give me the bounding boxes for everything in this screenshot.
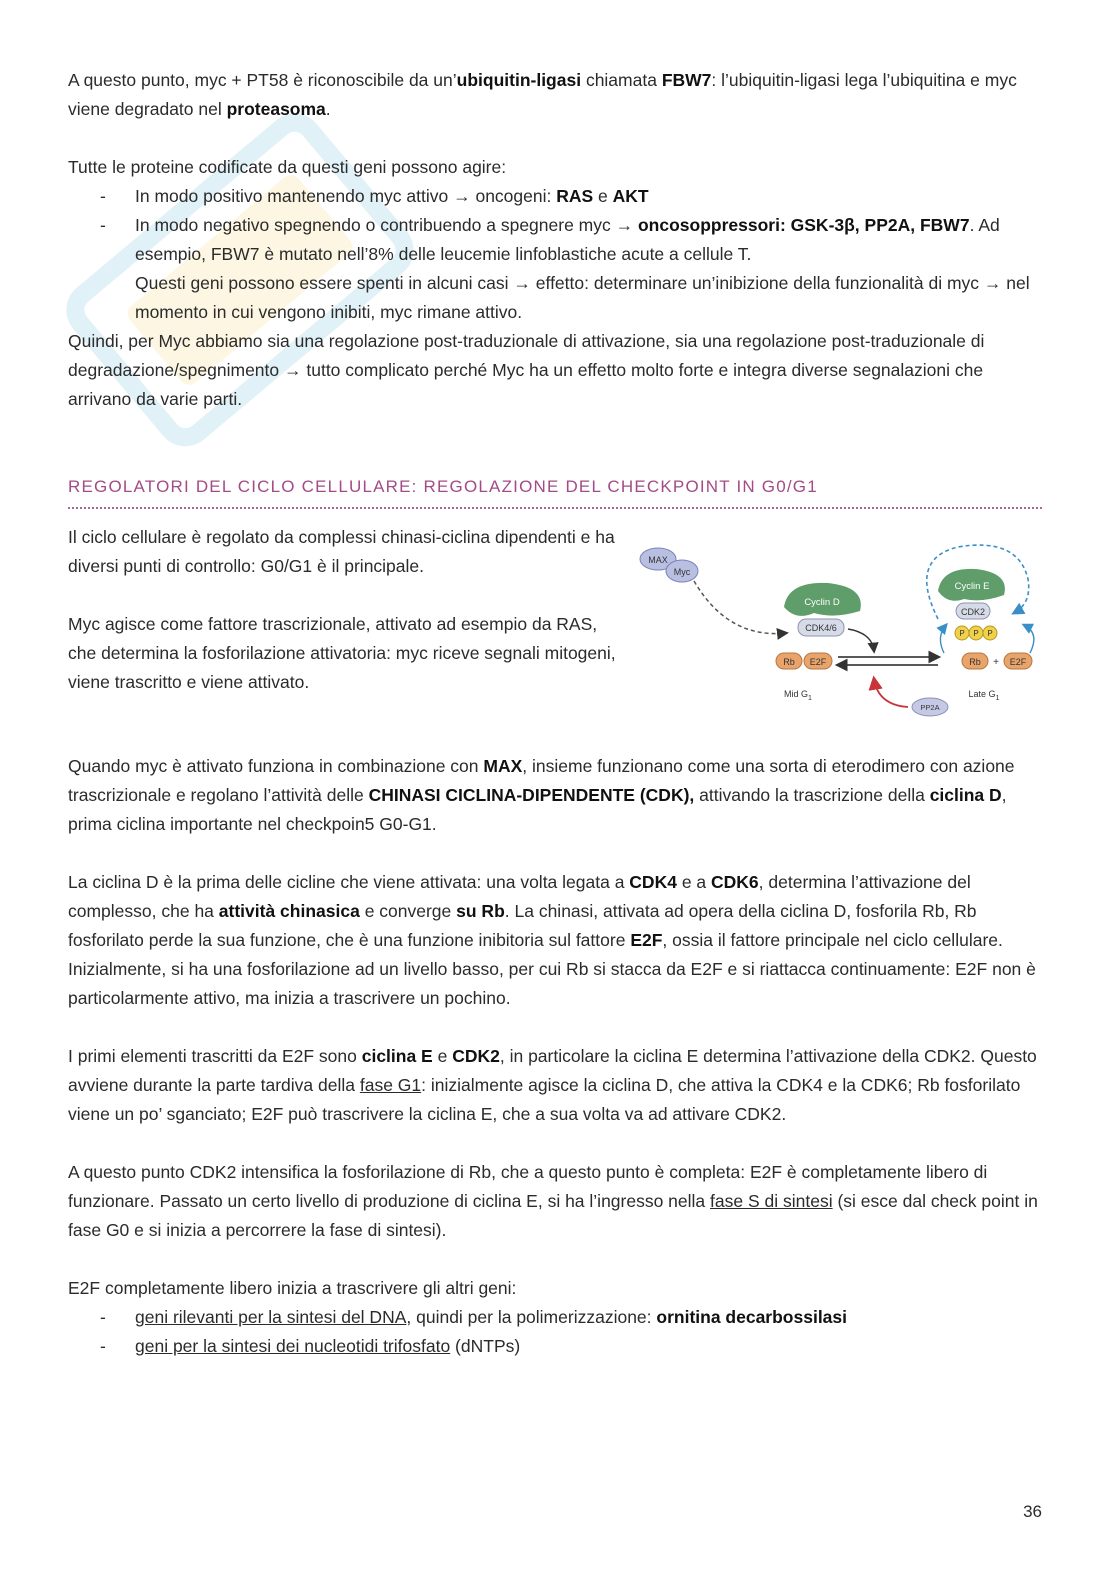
paragraph-e2f-intro: E2F completamente libero inizia a trascrivere gli altri geni: [68, 1278, 517, 1298]
e2f-mid-label: E2F [809, 657, 827, 667]
myc-label: Myc [673, 567, 691, 577]
cdk46-label: CDK4/6 [805, 623, 837, 633]
term-cdk: CHINASI CICLINA-DIPENDENTE (CDK), [368, 785, 695, 805]
cyclin-d-label: Cyclin D [804, 597, 840, 608]
arrow-right-icon: → [513, 273, 531, 293]
page-number: 36 [1023, 1502, 1042, 1521]
arrow-right-icon: → [284, 360, 302, 380]
term-ubiquitin-ligasi: ubiquitin-ligasi [456, 70, 582, 90]
arrow-right-icon: → [983, 273, 1002, 293]
term-fbw7: FBW7 [661, 70, 712, 90]
paragraph-proteins-intro: Tutte le proteine codificate da questi geni possono agire: [68, 157, 507, 177]
list-item-dna: - geni rilevanti per la sintesi del DNA, quindi per la polimerizzazione: ornitina decarbossilasi [68, 1303, 1042, 1332]
pp2a-label: PP2A [920, 703, 940, 712]
paragraph-myc-factor: Myc agisce come fattore trascrizionale, attivato ad esempio da RAS, che determina la fosforilazione attivatoria: myc riceve segnali mitogeni, viene trascritto e viene attivato. [68, 614, 616, 692]
list-item-dntp: - geni per la sintesi dei nucleotidi trifosfato (dNTPs) [68, 1332, 1042, 1361]
late-g1-label: Late $G_1$ [968, 689, 1000, 702]
paragraph-primi-elementi: I primi elementi trascritti da E2F sono ciclina E e CDK2, in particolare la ciclina E determina l’attivazione della CDK2. Questo avviene durante la parte tardiva della fase G1: inizialmente agisce la ciclina D, che attiva la CDK4 e la CDK6; Rb fosforilato viene un po’ sganciato; E2F può trascrivere la ciclina E, che a sua volta va ad attivare CDK2. [68, 1046, 1037, 1124]
paragraph-cdk2: A questo punto CDK2 intensifica la fosforilazione di Rb, che a questo punto è completa: E2F è completamente libero di funzionare. Passato un certo livello di produzione di ciclina E, si ha l’ingresso nella fase S di sintesi (si esce dal check point in fase G0 e si inizia a percorrere la fase di sintesi). [68, 1162, 1038, 1240]
term-ciclina-d: ciclina D [929, 785, 1002, 805]
paragraph-myc-pt58: A questo punto, myc + PT58 è riconoscibile da un’ubiquitin-ligasi chiamata FBW7: l’ubiquitin-ligasi lega l’ubiquitina e myc viene degradato nel proteasoma. [68, 70, 1017, 119]
myc-to-cdk46-arrow [694, 581, 786, 634]
e2f-to-cyclin-e-arrow [940, 625, 946, 653]
cdk2-label: CDK2 [960, 607, 986, 617]
section-title: REGOLATORI DEL CICLO CELLULARE: REGOLAZIONE DEL CHECKPOINT IN G0/G1 [68, 472, 1042, 509]
term-proteasoma: proteasoma [226, 99, 326, 119]
e2f-late-label: E2F [1009, 657, 1027, 667]
svg-text:P: P [959, 629, 965, 638]
arrow-right-icon: → [615, 215, 634, 235]
list-item-negative: - In modo negativo spegnendo o contribuendo a spegnere myc → oncosoppressori: GSK-3β, PP2A, FBW7. Ad esempio, FBW7 è mutato nell’8% delle leucemie linfoblastiche acute a cellule T. Questi geni possono essere spenti in alcuni casi → effetto: determinare un’inibizione della funzionalità di myc → nel momento in cui vengono inibiti, myc rimane attivo. [68, 211, 1042, 327]
paragraph-max: Quando myc è attivato funziona in combinazione con MAX, insieme funzionano come una sorta di eterodimero con azione trascrizionale e regolano l’attività delle CHINASI CICLINA-DIPENDENTE (CDK), attivando la trascrizione della ciclina D, prima ciclina importante nel checkpoin5 G0-G1. [68, 756, 1015, 834]
paragraph-quindi: Quindi, per Myc abbiamo sia una regolazione post-traduzionale di attivazione, sia una regolazione post-traduzionale di degradazione/spegnimento → tutto complicato perché Myc ha un effetto molto forte e integra diverse segnalazioni che arrivano da varie parti. [68, 331, 985, 409]
mid-g1-label: Mid $G_1$ [784, 689, 812, 702]
arrow-right-icon: → [453, 186, 471, 206]
svg-text:P: P [973, 629, 979, 638]
paragraph-cycle: Il ciclo cellulare è regolato da complessi chinasi-ciclina dipendenti e ha diversi punti di controllo: G0/G1 è il principale. [68, 527, 615, 576]
cdk46-to-rb-arrow [848, 629, 874, 651]
term-max: MAX [483, 756, 523, 776]
rb-mid-label: Rb [783, 657, 795, 667]
rb-late-label: Rb [969, 657, 981, 667]
e2f-feedback-arrow [1024, 625, 1034, 653]
paragraph-ciclina-d: La ciclina D è la prima delle cicline che viene attivata: una volta legata a CDK4 e a CDK6, determina l’attivazione del complesso, che ha attività chinasica e converge su Rb. La chinasi, attivata ad opera della ciclina D, fosforila Rb, Rb fosforilato perde la sua funzione, che è una funzione inibitoria sul fattore E2F, ossia il fattore principale nel ciclo cellulare. Inizialmente, si ha una fosforilazione ad un livello basso, per cui Rb si stacca da E2F e si riattacca continuamente: E2F non è particolarmente attivo, ma inizia a trascrivere un pochino. [68, 872, 1036, 1008]
plus-sign: + [993, 657, 999, 668]
e2f-genes-list [68, 1303, 1042, 1361]
regulation-list [68, 182, 1042, 327]
cell-cycle-diagram [638, 529, 1042, 719]
list-item-positive: - In modo positivo mantenendo myc attivo → oncogeni: RAS e AKT [68, 182, 1042, 211]
cyclin-e-label: Cyclin E [954, 581, 990, 592]
pp2a-red-arrow [874, 679, 908, 707]
max-label: MAX [648, 555, 668, 565]
svg-text:P: P [987, 629, 993, 638]
